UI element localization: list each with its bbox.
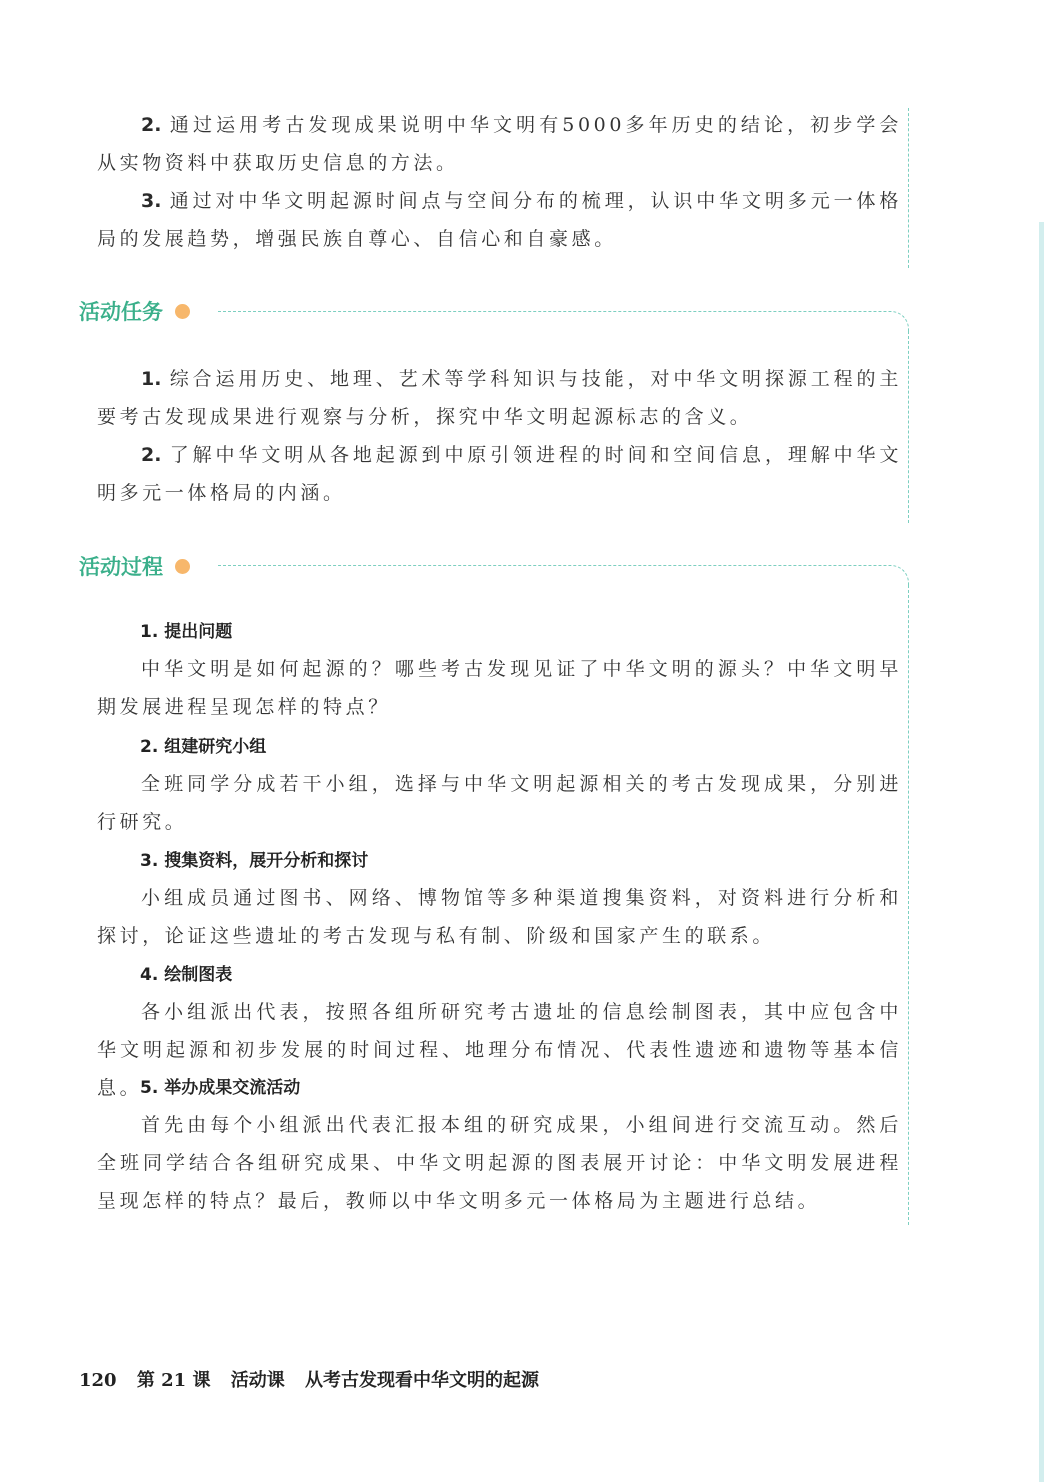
page-footer bbox=[79, 1366, 553, 1392]
task-text: 综合运用历史、地理、艺术等学科知识与技能，对中华文明探源工程的主要考古发现成果进行观察与分析，探究中华文明起源标志的含义。 bbox=[97, 368, 902, 428]
section-border-line bbox=[908, 585, 909, 1225]
step-title: 4. 绘制图表 bbox=[140, 965, 233, 985]
objective-item bbox=[97, 182, 902, 258]
bullet-dot-icon bbox=[175, 304, 190, 319]
step-text: 各小组派出代表，按照各组所研究考古遗址的信息绘制图表，其中应包含中华文明起源和初步发展的时间过程、地理分布情况、代表性遗迹和遗物等基本信息。 bbox=[97, 1001, 902, 1099]
section-heading-label: 活动过程 bbox=[79, 555, 163, 579]
task-number: 1. bbox=[141, 368, 162, 390]
task-number: 2. bbox=[141, 444, 162, 466]
step-text: 中华文明是如何起源的？哪些考古发现见证了中华文明的源头？中华文明早期发展进程呈现怎样的特点？ bbox=[97, 658, 902, 718]
page-number: 120 bbox=[79, 1370, 117, 1391]
objective-item bbox=[97, 106, 902, 182]
step-title: 3. 搜集资料，展开分析和探讨 bbox=[140, 851, 369, 871]
step-title: 1. 提出问题 bbox=[140, 622, 233, 642]
objective-text: 通过运用考古发现成果说明中华文明有5000多年历史的结论，初步学会从实物资料中获取历史信息的方法。 bbox=[97, 114, 902, 174]
step-text: 小组成员通过图书、网络、博物馆等多种渠道搜集资料，对资料进行分析和探讨，论证这些遗址的考古发现与私有制、阶级和国家产生的联系。 bbox=[97, 887, 902, 947]
section-heading-label: 活动任务 bbox=[79, 300, 163, 324]
task-item bbox=[97, 436, 902, 512]
objective-text: 通过对中华文明起源时间点与空间分布的梳理，认识中华文明多元一体格局的发展趋势，增强民族自尊心、自信心和自豪感。 bbox=[97, 190, 902, 250]
section-border-line bbox=[908, 331, 909, 523]
lesson-number: 第 21 课 bbox=[136, 1370, 211, 1391]
step-text: 首先由每个小组派出代表汇报本组的研究成果，小组间进行交流互动。然后全班同学结合各组研究成果、中华文明起源的图表展开讨论：中华文明发展进程呈现怎样的特点？最后，教师以中华文明多元一体格局为主题进行总结。 bbox=[97, 1114, 902, 1212]
lesson-type: 活动课 bbox=[230, 1370, 285, 1391]
step-title: 5. 举办成果交流活动 bbox=[140, 1078, 301, 1098]
task-item bbox=[97, 360, 902, 436]
bullet-dot-icon bbox=[175, 559, 190, 574]
section-divider-line bbox=[218, 311, 909, 332]
objective-number: 3. bbox=[141, 190, 162, 212]
objective-number: 2. bbox=[141, 114, 162, 136]
section-heading-tasks bbox=[79, 296, 190, 326]
task-text: 了解中华文明从各地起源到中原引领进程的时间和空间信息，理解中华文明多元一体格局的内涵。 bbox=[97, 444, 902, 504]
step-title: 2. 组建研究小组 bbox=[140, 737, 267, 757]
step-text: 全班同学分成若干小组，选择与中华文明起源相关的考古发现成果，分别进行研究。 bbox=[97, 773, 902, 833]
section-divider-line bbox=[218, 565, 909, 586]
page-edge-strip bbox=[1039, 222, 1044, 1482]
objectives-border-line bbox=[908, 108, 909, 268]
lesson-title: 从考古发现看中华文明的起源 bbox=[305, 1370, 540, 1391]
section-heading-process bbox=[79, 551, 190, 581]
